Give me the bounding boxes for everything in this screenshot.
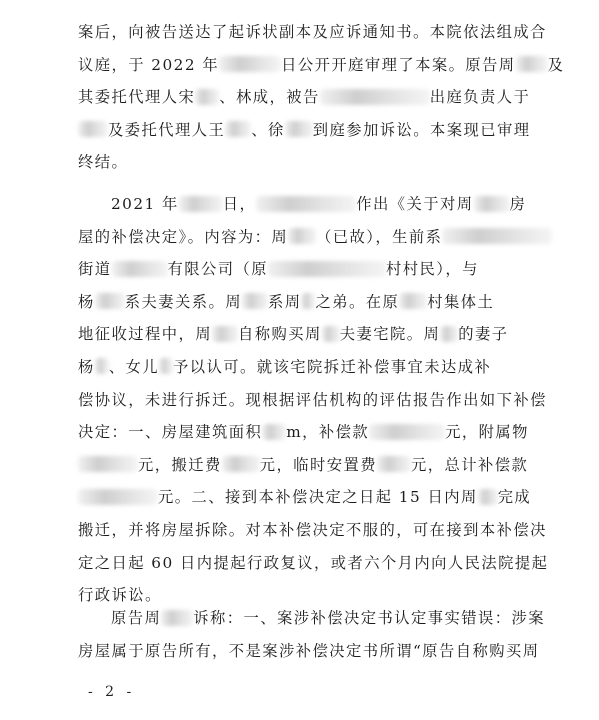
redaction-blur [262,424,286,440]
text-run: 地征收过程中，周 [78,325,212,344]
text-run: 的妻子 [458,325,509,344]
redaction-blur [222,456,260,472]
text-line [78,602,548,635]
text-line [78,318,548,351]
redaction-blur [440,326,458,342]
redaction-blur [256,196,356,212]
text-run: 元。二、接到本补偿决定之日起 15 日内周 [158,488,478,507]
page-number: - 2 - [88,684,136,700]
text-run: 系周 [267,292,302,311]
text-run: 议庭，于 2022 年 [78,55,220,74]
text-run: 日， [222,195,257,213]
redaction-blur [369,424,445,440]
text-line [78,416,548,449]
text-run: 村集体土 [427,292,495,311]
text-run: 完成 [497,488,532,507]
text-run: 房屋属于原告所有，不是案涉补偿决定书所谓“原告自称购买周 [78,641,540,660]
text-run: 房 [509,195,527,213]
redaction-blur [78,456,138,472]
text-line [78,547,548,580]
text-line [78,146,548,179]
text-run: 屋的补偿决定》。内容为：周 [78,227,289,246]
text-run: 到庭参加诉讼。本案现已审理 [312,120,531,139]
text-run: 案后，向被告送达了起诉状副本及应诉通知书。本院依法组成合 [78,23,547,41]
text-run: 杨 [78,357,95,376]
redaction-blur [78,489,158,505]
text-line [78,49,565,82]
redaction-blur [322,326,340,342]
text-line [78,449,548,482]
text-line [78,221,548,254]
text-run: 2021 年 [111,195,179,213]
text-line [78,384,548,417]
text-line [78,514,548,547]
text-run: 村村民），与 [385,260,479,279]
text-line [78,635,548,668]
redaction-blur [161,610,193,626]
text-run: 及 [547,55,565,74]
redaction-blur [159,358,173,374]
text-run: 之弟。在原 [315,292,400,311]
text-run: 日公开开庭审理了本案。原告周 [281,55,516,74]
text-line [78,253,548,286]
paragraph-decision [78,188,548,612]
redaction-blur [474,196,510,212]
text-run: m，补偿款 [286,423,370,442]
text-run: 决定：一、房屋建筑面积 [78,423,263,442]
text-run: 、徐 [251,120,285,139]
redaction-blur [212,326,238,342]
redaction-blur [242,293,268,309]
redaction-blur [516,56,548,72]
text-run: 予以认可。就该宅院拆迁补偿事宜未达成补 [173,357,492,376]
redaction-blur [377,456,411,472]
text-run: 自称购买周 [237,325,322,344]
text-line [78,481,548,514]
text-run: 终结。 [78,153,129,172]
text-run: 系夫妻关系。周 [124,292,242,311]
redaction-blur [399,293,427,309]
redaction-blur [225,121,251,137]
redaction-blur [112,261,168,277]
redaction-blur [95,358,109,374]
redaction-blur [268,261,386,277]
text-run: 杨 [78,292,95,311]
text-run: 、林成，被告 [219,88,320,107]
text-run: 元，总计补偿款 [410,455,529,474]
text-run: 其委托代理人宋 [78,88,196,107]
redaction-blur [95,293,125,309]
text-run: 搬迁，并将房屋拆除。对本补偿决定不服的，可在接到本补偿决 [78,520,547,539]
text-run: （已故），生前系 [316,227,443,246]
text-run: 街道 [78,260,112,279]
text-line [78,114,548,147]
redaction-blur [478,489,498,505]
text-line [78,16,548,49]
text-run: 定之日起 60 日内提起行政复议，或者六个月内向人民法院提起 [78,553,549,572]
text-run: 、女儿 [108,357,159,376]
text-run: 有限公司（原 [167,260,268,279]
redaction-blur [320,89,430,105]
text-run: 行政诉讼。 [78,586,162,605]
paragraph-procedure [78,16,565,179]
redaction-blur [179,196,223,212]
text-run: 原告周 [111,609,162,627]
redaction-blur [78,121,108,137]
text-run: 作出《关于对周 [356,195,474,213]
text-run: 元，临时安置费 [259,455,377,474]
text-line [78,81,548,114]
redaction-blur [219,56,281,72]
text-run: 出庭负责人于 [429,88,531,107]
redaction-blur [442,228,552,244]
redaction-blur [195,89,219,105]
text-line [78,351,548,384]
redaction-blur [288,228,316,244]
text-run: 及委托代理人王 [108,120,226,139]
text-run: 诉称：一、案涉补偿决定书认定事实错误：涉案 [193,609,545,627]
text-run: 偿协议，未进行拆迁。现根据评估机构的评估报告作出如下补偿 [78,390,547,409]
redaction-blur [285,121,313,137]
text-line [78,286,548,319]
text-line [78,188,548,221]
text-run: 元，搬迁费 [138,455,222,474]
redaction-blur [301,293,315,309]
text-run: 元，附属物 [445,423,529,442]
paragraph-claim [78,602,548,667]
text-run: 夫妻宅院。周 [339,325,441,344]
